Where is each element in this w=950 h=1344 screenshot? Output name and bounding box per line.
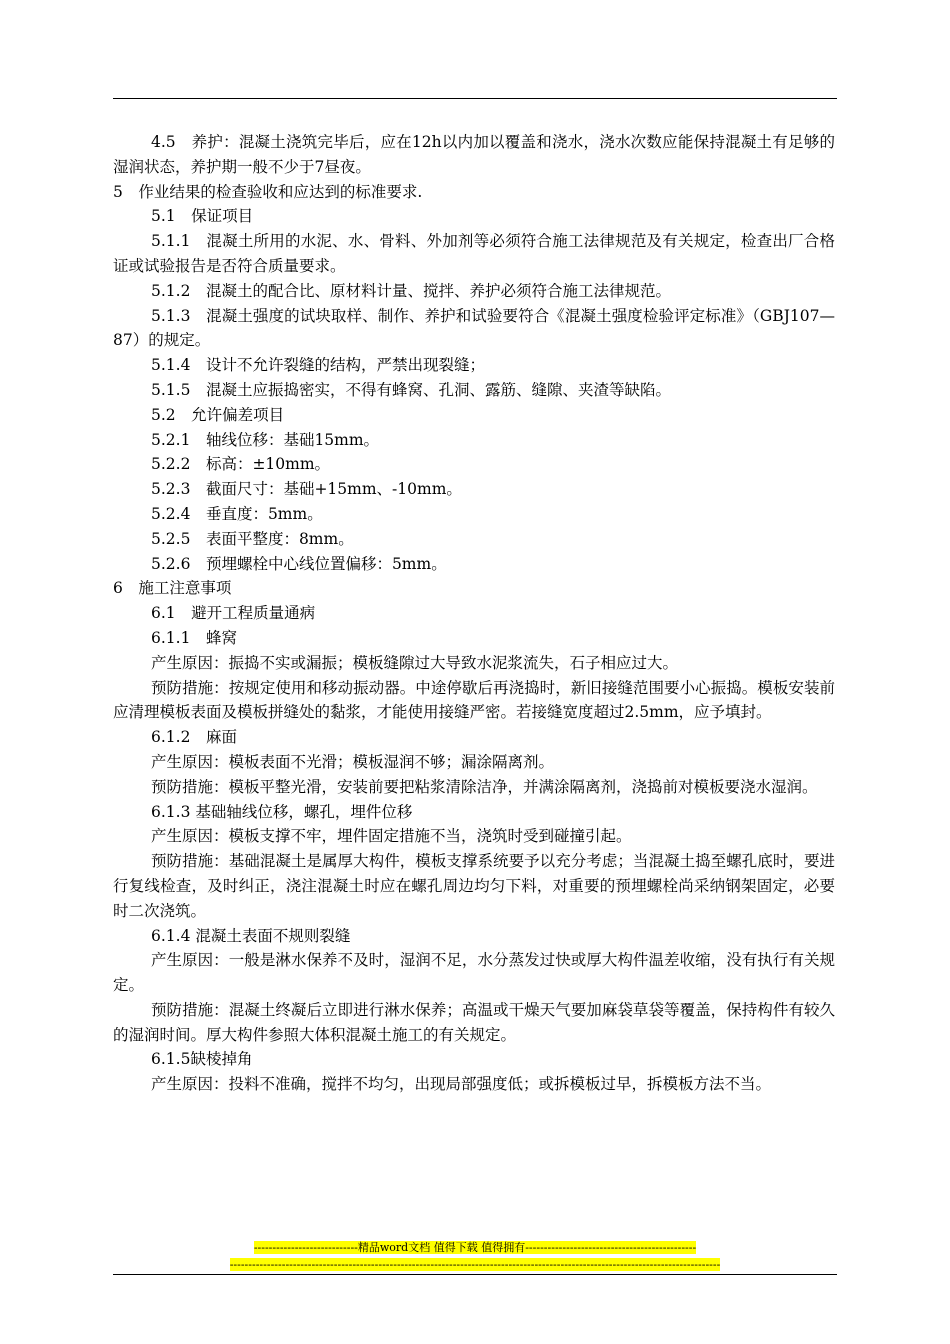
paragraph: 5 作业结果的检查验收和应达到的标准要求. (113, 182, 423, 201)
paragraph: 产生原因：振捣不实或漏振；模板缝隙过大导致水泥浆流失，石子相应过大。 (151, 653, 679, 672)
paragraph: 4.5 养护：混凝土浇筑完毕后，应在12h以内加以覆盖和浇水，浇水次数应能保持混凝土有足够的湿润状态，养护期一般不少于7昼夜。 (113, 133, 835, 176)
footer-text-2: ------------------------------------------------------------------------------------------------------------------------------------ (229, 1258, 721, 1271)
footer-rule (113, 1274, 837, 1275)
paragraph: 预防措施：混凝土终凝后立即进行淋水保养；高温或干燥天气要加麻袋草袋等覆盖，保持构件有较久的湿润时间。厚大构件参照大体积混凝土施工的有关规定。 (113, 1000, 835, 1044)
paragraph: 5.1 保证项目 (151, 207, 254, 226)
paragraph: 5.1.4 设计不允许裂缝的结构，严禁出现裂缝； (151, 356, 485, 375)
paragraph: 产生原因：投料不准确，搅拌不均匀，出现局部强度低；或拆模板过早，拆模板方法不当。 (151, 1075, 772, 1094)
paragraph: 预防措施：模板平整光滑，安装前要把粘浆清除洁净，并满涂隔离剂，浇捣前对模板要浇水湿润。 (151, 777, 818, 796)
paragraph: 6.1.3 基础轴线位移，螺孔，埋件位移 (151, 802, 413, 821)
document-body (113, 130, 835, 1097)
paragraph: 5.2.2 标高：±10mm。 (151, 455, 331, 474)
paragraph: 5.1.3 混凝土强度的试块取样、制作、养护和试验要符合《混凝土强度检验评定标准》（GBJ107—87）的规定。 (113, 306, 835, 350)
footer-watermark-line-1 (0, 1241, 950, 1254)
paragraph: 5.2.1 轴线位移：基础15mm。 (151, 430, 380, 449)
paragraph: 5.1.2 混凝土的配合比、原材料计量、搅拌、养护必须符合施工法律规范。 (151, 281, 671, 300)
paragraph: 预防措施：按规定使用和移动振动器。中途停歇后再浇捣时，新旧接缝范围要小心振捣。模板安装前应清理模板表面及模板拼缝处的黏浆，才能使用接缝严密。若接缝宽度超过2.5mm，应予填封。 (113, 678, 835, 722)
paragraph: 6.1.5缺棱掉角 (151, 1050, 253, 1069)
paragraph: 5.1.5 混凝土应振捣密实，不得有蜂窝、孔洞、露筋、缝隙、夹渣等缺陷。 (151, 380, 671, 399)
paragraph: 5.2.4 垂直度：5mm。 (151, 504, 323, 523)
paragraph: 5.2.5 表面平整度：8mm。 (151, 529, 354, 548)
paragraph: 6 施工注意事项 (113, 579, 232, 598)
paragraph: 6.1.1 蜂窝 (151, 628, 237, 647)
footer-watermark-line-2 (0, 1258, 950, 1271)
paragraph: 5.2.3 截面尺寸：基础+15mm、-10mm。 (151, 480, 462, 499)
paragraph: 5.2 允许偏差项目 (151, 405, 285, 424)
paragraph: 5.2.6 预埋螺栓中心线位置偏移：5mm。 (151, 554, 447, 573)
header-rule (113, 98, 837, 99)
paragraph: 5.1.1 混凝土所用的水泥、水、骨料、外加剂等必须符合施工法律规范及有关规定，检查出厂合格证或试验报告是否符合质量要求。 (113, 232, 835, 275)
footer-text-1: ----------------------------精品word文档 值得下载 值得拥有---------------------------------------------- (253, 1241, 697, 1254)
paragraph: 6.1.4 混凝土表面不规则裂缝 (151, 926, 351, 945)
paragraph: 6.1 避开工程质量通病 (151, 604, 316, 623)
paragraph: 6.1.2 麻面 (151, 728, 237, 747)
paragraph: 产生原因：模板表面不光滑；模板湿润不够；漏涂隔离剂。 (151, 752, 555, 771)
paragraph: 产生原因：模板支撑不牢，埋件固定措施不当，浇筑时受到碰撞引起。 (151, 827, 632, 846)
paragraph: 产生原因：一般是淋水保养不及时，湿润不足，水分蒸发过快或厚大构件温差收缩，没有执行有关规定。 (113, 951, 835, 995)
paragraph: 预防措施：基础混凝土是属厚大构件，模板支撑系统要予以充分考虑；当混凝土捣至螺孔底时，要进行复线检查，及时纠正，浇注混凝土时应在螺孔周边均匀下料，对重要的预埋螺栓尚采纳钢架固定，必要时二次浇筑。 (113, 852, 835, 920)
